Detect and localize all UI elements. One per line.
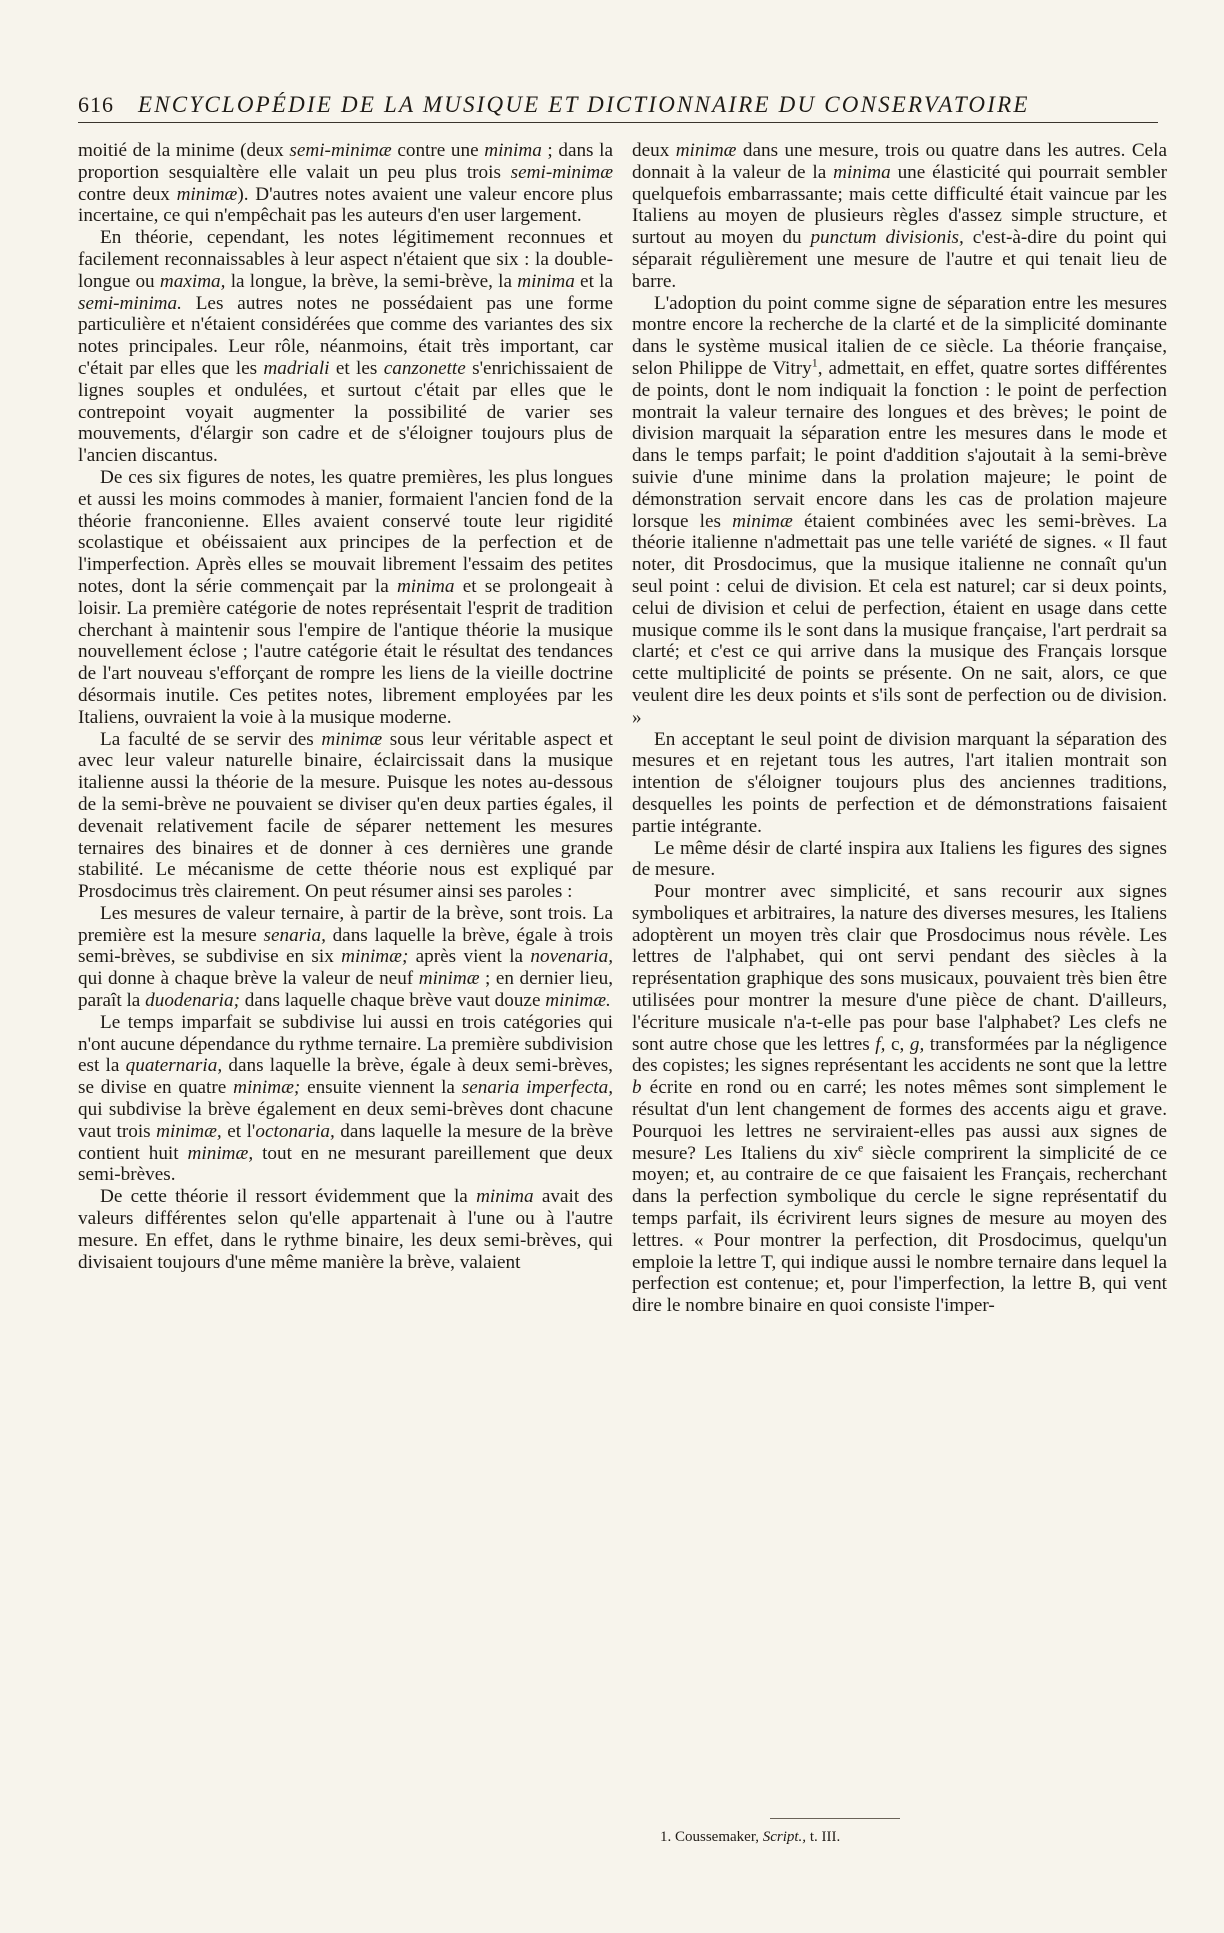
left-column <box>78 140 613 1273</box>
paragraph: En acceptant le seul point de division marquant la séparation des mesures et en rejetant tous les autres, l'art italien montrait son intention de s'éloigner toujours plus des anciennes traditions, desquelles les points de perfection et de démonstrations faisaient partie intégrante. <box>632 728 1167 837</box>
page-number: 616 <box>78 92 114 117</box>
paragraph: En théorie, cependant, les notes légitimement reconnues et facilement reconnaissables à leur aspect n'étaient que six : la double-longue ou maxima, la longue, la brève, la semi-brève, la minima et la semi-minima. Les autres notes ne possédaient pas une forme particulière et n'étaient considérées que comme des variantes des six notes principales. Leur rôle, néanmoins, était très important, car c'était par elles que les madriali et les canzonette s'enrichissaient de lignes souples et ondulées, et surtout c'était par elles que le contrepoint voyait augmenter la possibilité de varier ses mouvements, d'élargir son cadre et de s'éloigner toujours plus de l'ancien discantus. <box>78 227 613 467</box>
paragraph: deux minimæ dans une mesure, trois ou quatre dans les autres. Cela donnait à la valeur de la minima une élasticité qui pourrait sembler quelquefois embarrassante; mais cette difficulté était vaincue par les Italiens au moyen de plusieurs règles d'assez simple structure, et surtout au moyen du punctum divisionis, c'est-à-dire du point qui séparait régulièrement une mesure de l'autre et qui tenait lieu de barre. <box>632 140 1167 292</box>
footnote-rule <box>770 1818 900 1819</box>
page-header <box>78 92 1158 123</box>
running-head: ENCYCLOPÉDIE DE LA MUSIQUE ET DICTIONNAIRE DU CONSERVATOIRE <box>138 92 1030 117</box>
paragraph: De ces six figures de notes, les quatre premières, les plus longues et aussi les moins commodes à manier, formaient l'ancien fond de la théorie franconienne. Elles avaient conservé toute leur rigidité scolastique et obéissaient aux principes de la perfection et de l'imperfection. Après elles se mouvait librement l'essaim des petites notes, dont la série commençait par la minima et se prolongeait à loisir. La première catégorie de notes représentait l'esprit de tradition cherchant à maintenir sous l'empire de l'antique théorie la musique nouvellement éclose ; l'autre catégorie était le résultat des tendances de l'art nouveau s'efforçant de rompre les liens de la vieille doctrine désormais inutile. Ces petites notes, librement employées par les Italiens, ouvraient la voie à la musique moderne. <box>78 466 613 728</box>
paragraph: Les mesures de valeur ternaire, à partir de la brève, sont trois. La première est la mesure senaria, dans laquelle la brève, égale à trois semi-brèves, se subdivise en six minimæ; après vient la novenaria, qui donne à chaque brève la valeur de neuf minimæ ; en dernier lieu, paraît la duodenaria; dans laquelle chaque brève vaut douze minimæ. <box>78 902 613 1012</box>
paragraph: L'adoption du point comme signe de séparation entre les mesures montre encore la recherche de la clarté et de la simplicité dominante dans le système musical italien de ce siècle. La théorie française, selon Philippe de Vitry$^1$, admettait, en effet, quatre sortes différentes de points, dont le nom indiquait la fonction : le point de perfection montrait la valeur ternaire des longues et des brèves; le point de division marquait la séparation entre les mesures dans le mode et dans le temps parfait; le point d'addition s'ajoutait à la semi-brève suivie d'une minime dans la prolation majeure; le point de démonstration servait encore dans les cas de prolation majeure lorsque les minimæ étaient combinées avec les semi-brèves. La théorie italienne n'admettait pas une telle variété de signes. « Il faut noter, dit Prosdocimus, que la musique italienne ne connaît qu'un seul point : celui de division. Et cela est naturel; car si deux points, celui de division et celui de perfection, étaient en usage dans cette musique comme ils le sont dans la musique française, l'art perdrait sa clarté; et c'est ce qui arrive dans la musique des Français lorsque cette multiplicité de points se présente. On ne sait, alors, ce que veulent dire les deux points et s'ils sont de perfection ou de division. » <box>632 292 1167 728</box>
paragraph: Le temps imparfait se subdivise lui aussi en trois catégories qui n'ont aucune dépendance du rythme ternaire. La première subdivision est la quaternaria, dans laquelle la brève, égale à deux semi-brèves, se divise en quatre minimæ; ensuite viennent la senaria imperfecta, qui subdivise la brève également en deux semi-brèves dont chacune vaut trois minimæ, et l'octonaria, dans laquelle la mesure de la brève contient huit minimæ, tout en ne mesurant pareillement que deux semi-brèves. <box>78 1011 614 1186</box>
paragraph: moitié de la minime (deux semi-minimæ contre une minima ; dans la proportion sesquialtère elle valait un peu plus trois semi-minimæ contre deux minimæ). D'autres notes avaient une valeur encore plus incertaine, ce qui n'empêchait pas les auteurs d'en user largement. <box>78 140 613 227</box>
paragraph: De cette théorie il ressort évidemment que la minima avait des valeurs différentes selon qu'elle appartenait à l'une ou à l'autre mesure. En effet, dans le rythme binaire, les deux semi-brèves, qui divisaient toujours d'une même manière la brève, valaient <box>78 1186 613 1273</box>
paragraph: Pour montrer avec simplicité, et sans recourir aux signes symboliques et arbitraires, la nature des diverses mesures, les Italiens adoptèrent un moyen très clair que Prosdocimus nous révèle. Les lettres de l'alphabet, qui ont servi pendant des siècles à la représentation graphique des sons musicaux, pouvaient très bien être utilisées pour montrer la mesure d'une pièce de chant. D'ailleurs, l'écriture musicale n'a-t-elle pas pour base l'alphabet? Les clefs ne sont autre chose que les lettres f, c, g, transformées par la négligence des copistes; les signes représentant les accidents ne sont que la lettre b écrite en rond ou en carré; les notes mêmes sont simplement le résultat d'un lent changement de formes des accents aigu et grave. Pourquoi les lettres ne serviraient-elles pas aussi aux signes de mesure? Les Italiens du xiv$^e$ siècle comprirent la simplicité de ce moyen; et, au contraire de ce que faisaient les Français, recherchant dans la perfection symbolique du cercle le signe représentatif du temps parfait, ils écrivirent leurs signes de mesure au moyen des lettres. « Pour montrer la perfection, dit Prosdocimus, quelqu'un emploie la lettre T, qui indique aussi le nombre ternaire dans lequel la perfection est contenue; et, pour l'imperfection, la lettre B, qui vent dire le nombre binaire en quoi consiste l'imper- <box>632 881 1168 1317</box>
right-column <box>632 140 1167 1317</box>
paragraph: La faculté de se servir des minimæ sous leur véritable aspect et avec leur valeur naturelle binaire, éclaircissait dans la musique italienne aussi la théorie de la mesure. Puisque les notes au-dessous de la semi-brève ne pouvaient se diviser qu'en deux parties égales, il devenait relativement facile de séparer nettement les mesures ternaires des binaires et de donner à ces dernières une grande stabilité. Le mécanisme de cette théorie nous est expliqué par Prosdocimus très clairement. On peut résumer ainsi ses paroles : <box>78 728 613 903</box>
paragraph: Le même désir de clarté inspira aux Italiens les figures des signes de mesure. <box>632 837 1167 881</box>
footnote: 1. Coussemaker, Script., t. III. <box>660 1829 841 1845</box>
